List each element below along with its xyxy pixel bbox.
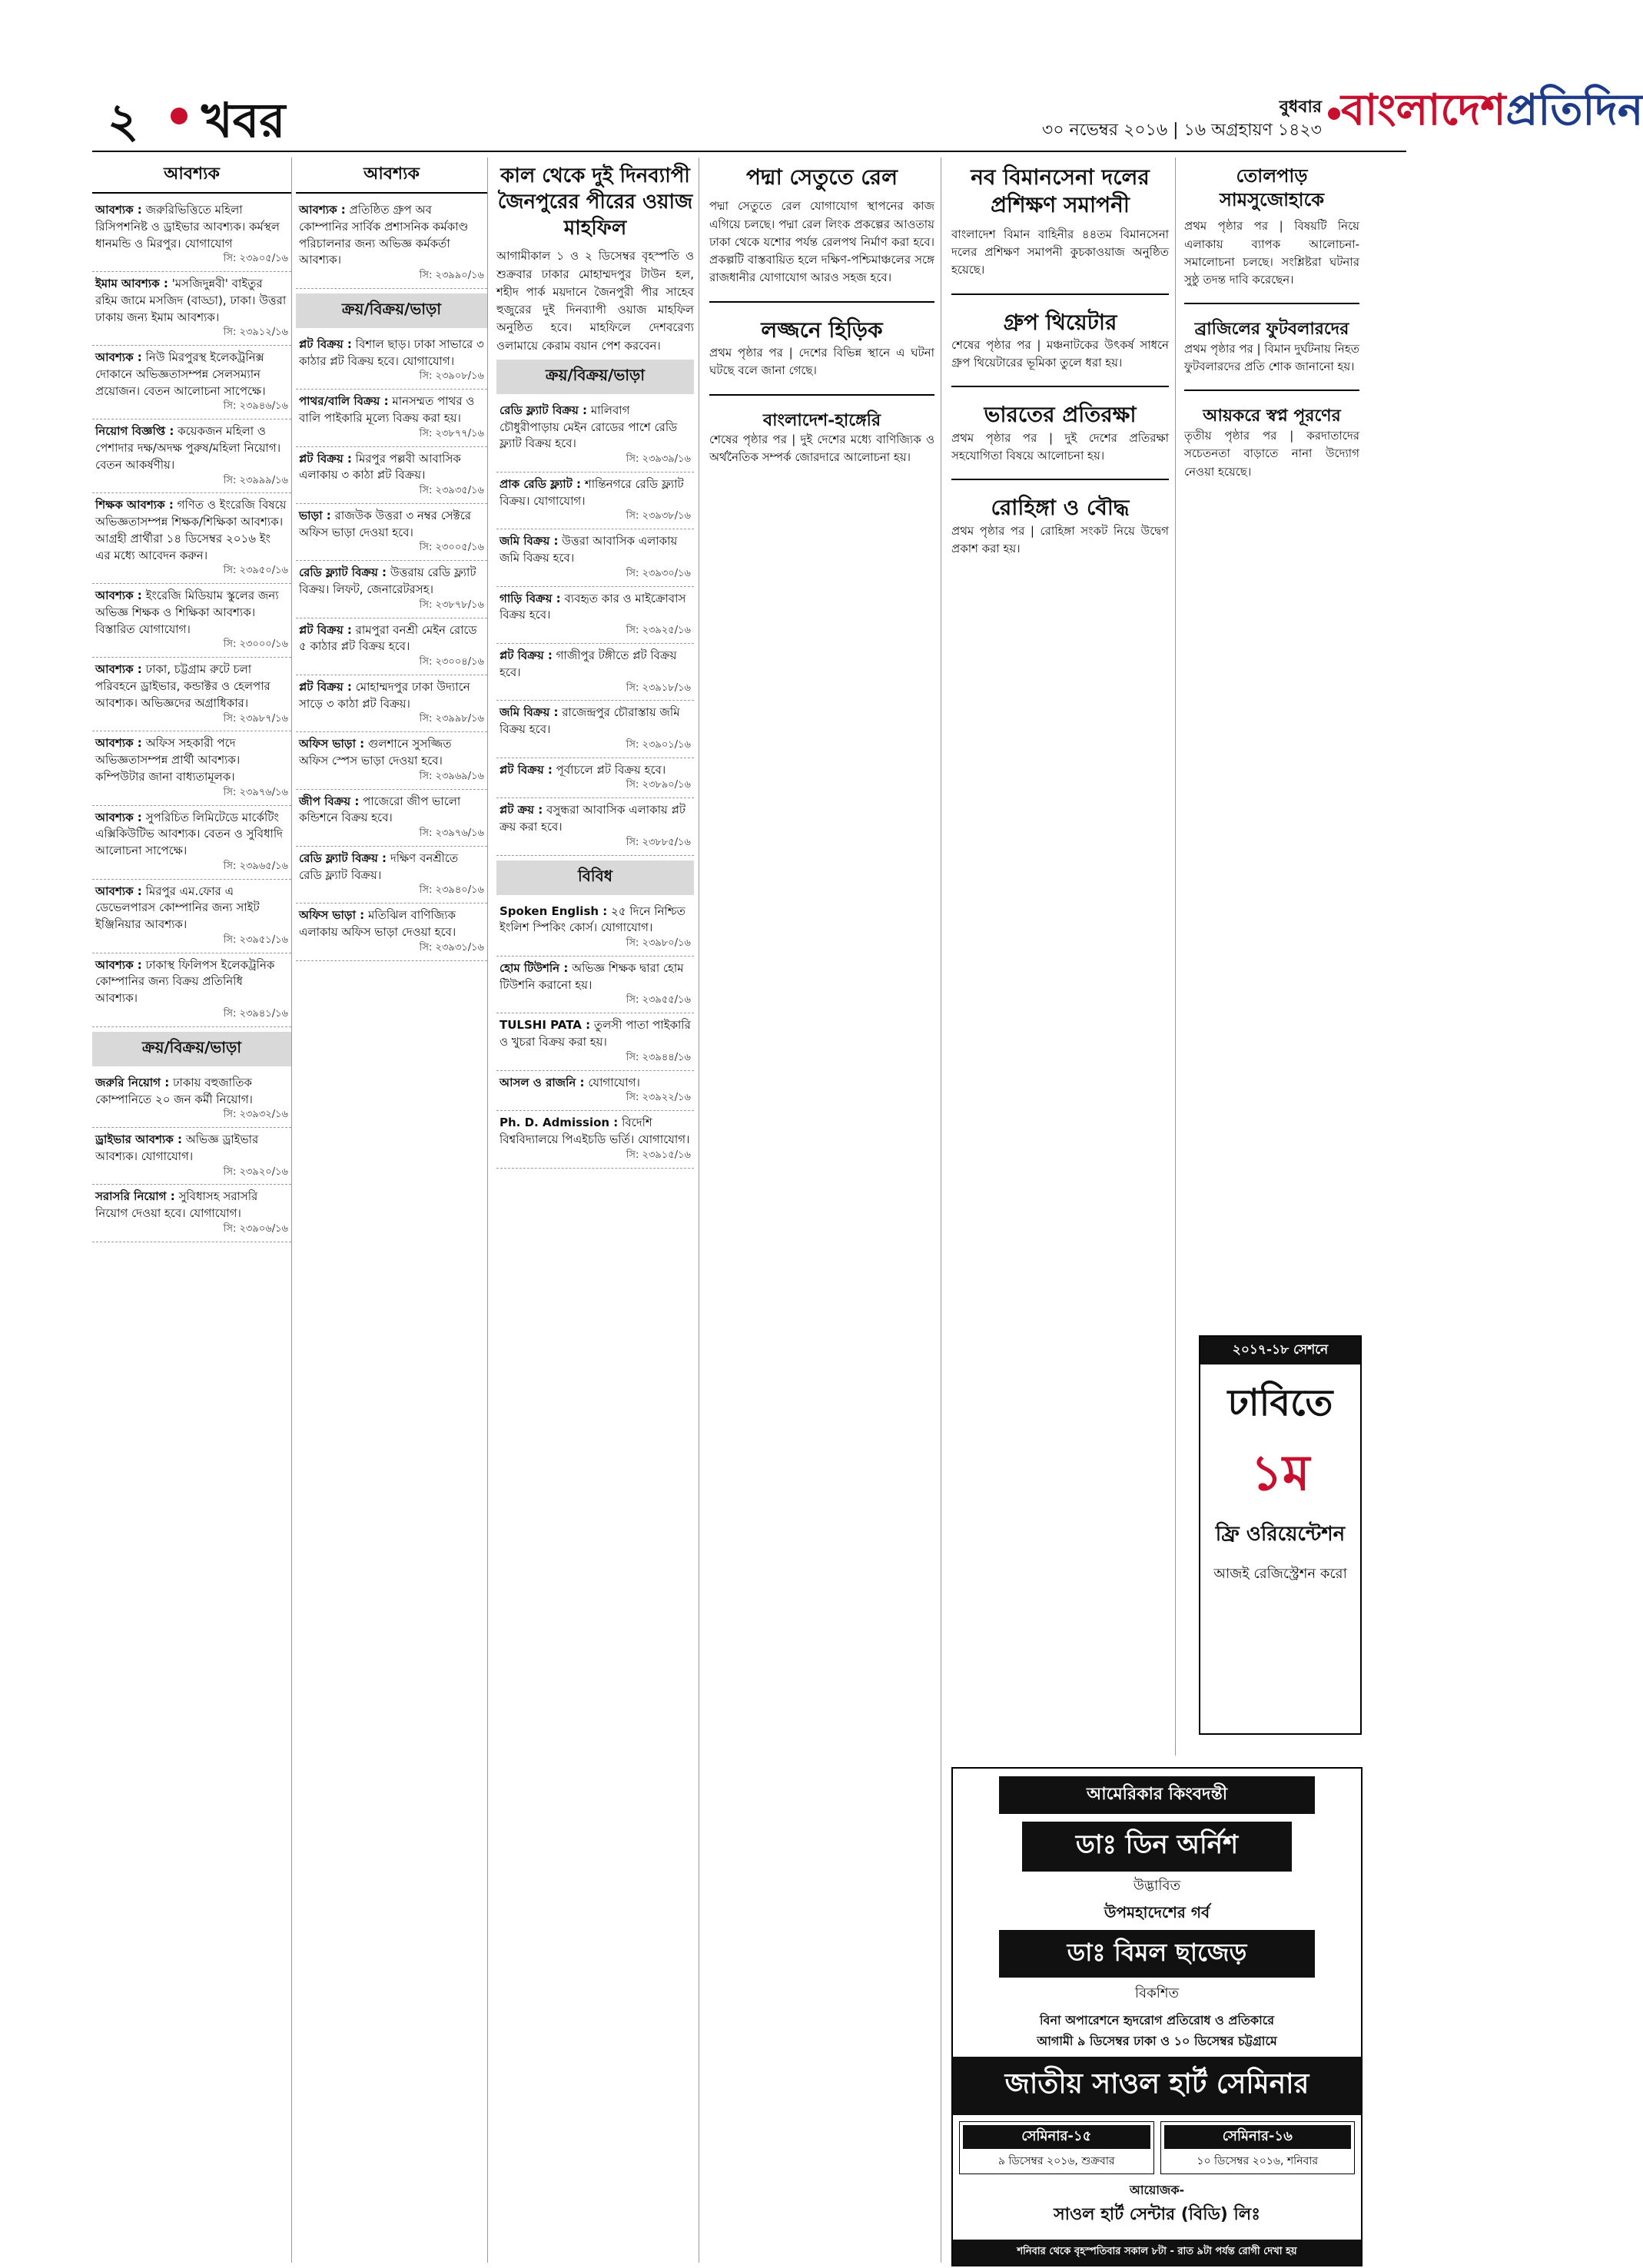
- ad-text: ইংরেজি মিডিয়াম স্কুলের জন্য অভিজ্ঞ শিক্ষক ও শিক্ষিকা আবশ্যক। বিস্তারিত যোগাযোগ।: [95, 589, 279, 636]
- ad-title: ড্রাইভার আবশ্যক :: [95, 1132, 182, 1147]
- ad-code: সি: ২৩৮৮৫/১৬: [626, 836, 691, 848]
- session-date: ১০ ডিসেম্বর ২০১৬, শনিবার: [1197, 2155, 1319, 2167]
- subsection-heading: ক্রয়/বিক্রয়/ভাড়া: [296, 293, 487, 328]
- page-number: ২: [108, 92, 139, 148]
- ad-list: [92, 198, 291, 1027]
- ad-text: মতিঝিল বাণিজ্যিক এলাকায় অফিস ভাড়া দেওয়া হবে।: [299, 908, 456, 940]
- ad-title: জরুরি নিয়োগ :: [95, 1075, 170, 1089]
- article-headline: কাল থেকে দুই দিনব্যাপী জৈনপুরের পীরের ওয়াজ মাহফিল: [497, 164, 693, 240]
- news-column-5: [945, 158, 1176, 1756]
- classified-ad: [496, 758, 694, 799]
- ad-text: মোহাম্মদপুর ঢাকা উদ্যানে সাড়ে ৩ কাঠা প্লট বিক্রয়।: [299, 679, 470, 711]
- organizer-label: আয়োজক-: [1129, 2183, 1185, 2197]
- divider: [951, 386, 1169, 387]
- divider: [709, 394, 934, 396]
- classified-ad: [496, 472, 694, 529]
- ad-code: সি: ২৩৯৩৯/১৬: [626, 453, 691, 466]
- subsection-heading: ক্রয়/বিক্রয়/ভাড়া: [92, 1032, 291, 1066]
- ad-text: প্রতিষ্ঠিত গ্রুপ অব কোম্পানির সার্বিক প্রশাসনিক কর্মকাণ্ড পরিচালনার জন্য অভিজ্ঞ কর্মকর্তা আবশ্যক।: [299, 203, 469, 267]
- classified-ad: [92, 806, 291, 880]
- organizer-name: সাওল হার্ট সেন্টার (বিডি) লিঃ: [1054, 2205, 1260, 2224]
- divider: [1184, 390, 1359, 391]
- divider: [951, 479, 1169, 480]
- article-body: শেষের পৃষ্ঠার পর | দুই দেশের মধ্যে বাণিজ্যিক ও অর্থনৈতিক সম্পর্ক জোরদারে আলোচনা হয়।: [709, 433, 934, 465]
- classified-ad: [296, 561, 487, 618]
- ad-title: প্রাক রেডি ফ্ল্যাট :: [500, 476, 582, 491]
- classified-ad: [296, 333, 487, 390]
- ad-line: বিকশিত: [1134, 1985, 1180, 2001]
- ad-footer: শনিবার থেকে বৃহস্পতিবার সকাল ৮টা - রাত ৯টা পর্যন্ত রোগী দেখা হয়: [953, 2240, 1361, 2265]
- ad-title: জমি বিক্রয় :: [500, 705, 559, 720]
- ad-text: নিউ মিরপুরস্থ ইলেকট্রনিক্স দোকানে অভিজ্ঞতাসম্পন্ন সেলসম্যান প্রয়োজন। বেতন আলোচনা সাপেক্ষে।: [95, 350, 266, 398]
- ad-title: আবশ্যক :: [95, 350, 142, 365]
- ad-text: রাজউক উত্তরা ৩ নম্বর সেক্টরে অফিস ভাড়া দেওয়া হবে।: [299, 508, 471, 539]
- classified-ad: [92, 1128, 291, 1185]
- article-headline: লজ্জনে হিড়িক: [761, 317, 883, 343]
- ad-title: প্লট ক্রয় :: [500, 803, 543, 817]
- ad-code: সি: ২৩০০৪/১৬: [419, 656, 484, 668]
- article-body: প্রথম পৃষ্ঠার পর | দুই দেশের প্রতিরক্ষা সহযোগিতা বিষয়ে আলোচনা হয়।: [951, 430, 1169, 463]
- article-body: আগামীকাল ১ ও ২ ডিসেম্বর বৃহস্পতি ও শুক্রবার ঢাকার মোহাম্মদপুর টাউন হল, শহীদ পার্ক ময়দানে জৈনপুরী পীর সাহেব হুজুরের দুই দিনব্যাপী ওয়াজ মাহফিল অনুষ্ঠিত হবে। মাহফিলে দেশবরেণ্য ওলামায়ে কেরাম বয়ান পেশ করবেন।: [496, 249, 694, 353]
- ad-text: 'মসজিদুন্নবী' বাইতুর রহিম জামে মসজিদ (বাড্ডা), ঢাকা। উত্তরা ঢাকায় জন্য ইমাম আবশ্যক।: [95, 277, 287, 324]
- ad-text: উত্তরায় রেডি ফ্ল্যাট বিক্রয়। লিফট, জেনারেটরসহ।: [299, 565, 476, 596]
- ad-code: সি: ২৩৯৬৫/১৬: [223, 860, 288, 872]
- ad-code: সি: ২৩৯৫০/১৬: [223, 565, 288, 577]
- ad-title: আবশ্যক :: [95, 662, 142, 677]
- section-title: খবর: [201, 92, 286, 148]
- ad-code: সি: ২৩৯০৫/১৬: [223, 253, 288, 265]
- ad-title: ইমাম আবশ্যক :: [95, 277, 168, 291]
- ad-text: সুবিধাসহ সরাসরি নিয়োগ দেওয়া হবে। যোগাযোগ।: [95, 1189, 258, 1221]
- ad-line: আগামী ৯ ডিসেম্বর ঢাকা ও ১০ ডিসেম্বর চট্টগ্রামে: [1037, 2034, 1277, 2048]
- ad-doctor-name: ডাঃ বিমল ছাজেড়: [999, 1930, 1315, 1978]
- ad-text: মানসম্মত পাথর ও বালি পাইকারি মূল্যে বিক্রয় করা হয়।: [299, 394, 475, 425]
- ad-text: কয়েকজন মহিলা ও পেশাদার দক্ষ/অদক্ষ পুরুষ/মহিলা নিয়োগ। বেতন আকর্ষণীয়।: [95, 424, 281, 472]
- ad-text: অভিজ্ঞ শিক্ষক দ্বারা হোম টিউশনি করানো হয়।: [500, 960, 684, 992]
- classified-ad: [296, 904, 487, 960]
- classified-ad: [496, 1111, 694, 1168]
- ad-code: সি: ২৩০০৫/১৬: [419, 542, 484, 554]
- ad-text: অফিস সহকারী পদে অভিজ্ঞতাসম্পন্ন প্রার্থী আবশ্যক। কম্পিউটার জানা বাধ্যতামূলক।: [95, 736, 241, 784]
- ad-title: হোম টিউশনি :: [500, 960, 569, 975]
- ad-text: গাজীপুর টঙ্গীতে প্লট বিক্রয় হবে।: [500, 648, 677, 679]
- news-column-4: [703, 158, 941, 2263]
- ad-title: অফিস ভাড়া :: [299, 737, 365, 751]
- classified-ad: [92, 953, 291, 1027]
- ad-list: [296, 333, 487, 961]
- classifieds-column-2: [296, 158, 488, 2263]
- classified-ad: [296, 618, 487, 675]
- classified-ad: [92, 1071, 291, 1128]
- ad-title: রেডি ফ্ল্যাট বিক্রয় :: [299, 565, 387, 580]
- ad-code: সি: ২৩৯৭৬/১৬: [223, 786, 288, 798]
- classified-ad: [496, 701, 694, 758]
- ad-list: [296, 198, 487, 289]
- ad-code: সি: ২৩৯৭৬/১৬: [419, 827, 484, 840]
- ad-code: সি: ২৩৯৮৭/১৬: [223, 712, 288, 724]
- classified-ad: [496, 900, 694, 957]
- ad-text: রামপুরা বনশ্রী মেইন রোডে ৫ কাঠার প্লট বিক্রয় হবে।: [299, 622, 477, 654]
- classified-ad: [296, 198, 487, 289]
- classified-ad: [496, 644, 694, 701]
- header-rule: [92, 151, 1406, 152]
- ad-text: জরুরিভিত্তিতে মহিলা রিসিপশনিষ্ট ও ড্রাইভার আবশ্যক। কর্মস্থল ধানমন্ডি ও মিরপুর। যোগাযোগ: [95, 203, 280, 250]
- ad-title: আবশ্যক :: [95, 957, 142, 972]
- classified-ad: [496, 798, 694, 855]
- ad-title: জমি বিক্রয় :: [500, 534, 559, 549]
- ad-title: আবশ্যক :: [95, 884, 142, 898]
- ad-line: উপমহাদেশের গর্ব: [1104, 1903, 1210, 1922]
- ad-title: নিয়োগ বিজ্ঞপ্তি :: [95, 424, 174, 439]
- ad-title: TULSHI PATA :: [500, 1018, 591, 1033]
- classified-ad: [92, 272, 291, 346]
- classified-ad: [296, 390, 487, 446]
- ad-code: সি: ২৩৯১৫/১৬: [626, 1149, 691, 1161]
- ad-text: রাজেন্দ্রপুর চৌরাস্তায় জমি বিক্রয় হবে।: [500, 705, 680, 737]
- ad-title: আবশ্যক :: [95, 736, 142, 751]
- divider: [951, 293, 1169, 295]
- article-headline: আয়করে স্বপ্ন পূরণের: [1203, 406, 1341, 426]
- ad-title: আবশ্যক :: [95, 589, 142, 603]
- ad-code: সি: ২৩৯৮০/১৬: [626, 937, 691, 950]
- classified-ad: [92, 584, 291, 658]
- article-body: তৃতীয় পৃষ্ঠার পর | করদাতাদের সচেতনতা বাড়াতে নানা উদ্যোগ নেওয়া হয়েছে।: [1184, 429, 1359, 479]
- ad-code: সি: ২৩৯৩০/১৬: [626, 567, 691, 579]
- ad-title: প্লট বিক্রয় :: [299, 337, 352, 351]
- bullet-dot-icon: [171, 108, 188, 124]
- subsection-heading: বিবিধ: [496, 860, 694, 895]
- news-column-3: [492, 158, 699, 2263]
- article-body: বাংলাদেশ বিমান বাহিনীর ৪৪তম বিমানসেনা দলের প্রশিক্ষণ সমাপনী কুচকাওয়াজ অনুষ্ঠিত হয়েছে।: [951, 227, 1169, 277]
- classified-ad: [296, 504, 487, 561]
- brand-part2: প্রতিদিন: [1505, 85, 1643, 135]
- article-headline: রোহিঙ্গা ও বৌদ্ধ: [991, 495, 1130, 521]
- ad-rank: ১ম: [1250, 1444, 1310, 1502]
- session-title: সেমিনার-১৫: [963, 2125, 1150, 2149]
- ad-title: প্লট বিক্রয় :: [299, 679, 352, 694]
- classified-ad: [92, 198, 291, 272]
- ad-code: সি: ২৩৯৩১/১৬: [419, 941, 484, 953]
- article-headline: ভারতের প্রতিরক্ষা: [984, 402, 1137, 428]
- article-headline: বাংলাদেশ-হাঙ্গেরি: [762, 410, 881, 430]
- ad-text: ২৫ দিনে নিশ্চিত ইংলিশ স্পিকিং কোর্স। যোগাযোগ।: [500, 904, 685, 935]
- classified-ad: [92, 880, 291, 953]
- classified-ad: [296, 847, 487, 904]
- seminar-session: [1160, 2121, 1356, 2174]
- ad-text: মিরপুর পল্লবী আবাসিক এলাকায় ৩ কাঠা প্লট বিক্রয়।: [299, 451, 461, 482]
- ad-title: Ph. D. Admission :: [500, 1116, 619, 1130]
- ad-text: শান্তিনগরে রেডি ফ্ল্যাট বিক্রয়। যোগাযোগ।: [500, 476, 684, 508]
- divider: [1184, 303, 1359, 304]
- ad-session-label: ২০১৭-১৮ সেশনে: [1200, 1337, 1360, 1364]
- classified-ad: [496, 1071, 694, 1112]
- ad-text: বিদেশি বিশ্ববিদ্যালয়ে পিএইচডি ভর্তি। যোগাযোগ।: [500, 1116, 690, 1147]
- ad-subtitle: আজই রেজিস্ট্রেশন করো: [1213, 1566, 1347, 1582]
- ad-code: সি: ২৩৯৫১/১৬: [223, 933, 288, 946]
- ad-doctor-name: ডাঃ ডিন অর্নিশ: [1022, 1822, 1292, 1872]
- ad-code: সি: ২৩৯৪৪/১৬: [626, 1051, 691, 1063]
- ad-title: রেডি ফ্ল্যাট বিক্রয় :: [500, 403, 588, 417]
- ad-event: ফ্রি ওরিয়েন্টেশন: [1215, 1523, 1346, 1546]
- ad-text: বসুন্ধরা আবাসিক এলাকায় প্লট ক্রয় করা হবে।: [500, 803, 685, 834]
- classified-ad: [496, 587, 694, 644]
- classified-ad: [496, 957, 694, 1013]
- brand-dot-icon: [1328, 108, 1340, 120]
- column-heading: আবশ্যক: [296, 158, 487, 194]
- ad-text: মিরপুর এম.ফোর এ ডেভেলপারস কোম্পানির জন্য সাইট ইঞ্জিনিয়ার আবশ্যক।: [95, 884, 260, 932]
- classified-ad: [296, 790, 487, 847]
- classified-ad: [496, 529, 694, 586]
- brand-part1: বাংলাদেশ: [1341, 85, 1506, 135]
- classified-ad: [92, 419, 291, 493]
- ad-title: পাথর/বালি বিক্রয় :: [299, 394, 389, 409]
- ad-text: অভিজ্ঞ ড্রাইভার আবশ্যক। যোগাযোগ।: [95, 1132, 259, 1163]
- ad-list: [496, 900, 694, 1169]
- article-headline: ব্রাজিলের ফুটবলারদের: [1194, 319, 1349, 340]
- ad-code: সি: ২৩৯৩৮/১৬: [626, 510, 691, 522]
- header-day: বুধবার: [1279, 98, 1322, 117]
- ad-text: যোগাযোগ।: [588, 1075, 640, 1089]
- ad-text: ঢাকা, চট্টগ্রাম রুটে চলা পরিবহনে ড্রাইভার, কন্ডাক্টর ও হেলপার আবশ্যক। অভিজ্ঞদের অগ্রাধিকার।: [95, 662, 271, 710]
- news-column-6: [1180, 158, 1364, 1325]
- ad-title: Spoken English :: [500, 904, 608, 918]
- article-headline: গ্রুপ থিয়েটার: [1003, 309, 1117, 335]
- article-headline: তোলপাড় সামসুজোহাকে: [1219, 164, 1325, 211]
- ad-line: আমেরিকার কিংবদন্তী: [999, 1776, 1315, 1814]
- ad-code: সি: ২৩৮৭৭/১৬: [419, 427, 484, 439]
- ad-list: [496, 399, 694, 856]
- ad-list: [92, 1071, 291, 1242]
- session-date: ৯ ডিসেম্বর ২০১৬, শুক্রবার: [997, 2155, 1115, 2167]
- ad-code: সি: ২৩৯৪০/১৬: [419, 884, 484, 897]
- seminar-title: জাতীয় সাওল হার্ট সেমিনার: [953, 2057, 1361, 2115]
- header-date: ৩০ নভেম্বর ২০১৬ | ১৬ অগ্রহায়ণ ১৪২৩: [1041, 121, 1322, 140]
- classified-ad: [496, 399, 694, 472]
- ad-code: সি: ২৩৯৪৬/১৬: [223, 400, 288, 413]
- ad-code: সি: ২৩৮৭৮/১৬: [419, 598, 484, 611]
- ad-title: রেডি ফ্ল্যাট বিক্রয় :: [299, 850, 387, 865]
- masthead-logo: [1341, 77, 1643, 149]
- ad-code: সি: ২৩৯২০/১৬: [223, 1166, 288, 1178]
- ad-title: গাড়ি বিক্রয় :: [500, 591, 561, 605]
- ad-code: সি: ২৩৯৯৯/১৬: [223, 474, 288, 486]
- ad-text: উত্তরা আবাসিক এলাকায় জমি বিক্রয় হবে।: [500, 534, 678, 565]
- ad-text: ঢাকাস্থ ফিলিপস ইলেকট্রনিক কোম্পানির জন্য বিক্রয় প্রতিনিধি আবশ্যক।: [95, 957, 275, 1006]
- article-body: প্রথম পৃষ্ঠার পর | বিষয়টি নিয়ে এলাকায় ব্যাপক আলোচনা-সমালোচনা চলছে। সংশ্লিষ্টরা ঘটনার সুষ্ঠু তদন্ত দাবি করেছেন।: [1184, 219, 1359, 287]
- ad-text: তুলসী পাতা পাইকারি ও খুচরা বিক্রয় করা হয়।: [500, 1018, 691, 1049]
- classified-ad: [92, 658, 291, 731]
- ad-title: আবশ্যক :: [299, 203, 346, 217]
- ad-code: সি: ২৩৯৪১/১৬: [223, 1007, 288, 1020]
- orientation-advertisement[interactable]: [1199, 1335, 1362, 1735]
- classified-ad: [92, 731, 291, 805]
- ad-code: সি: ২৩৯৫৫/১৬: [626, 994, 691, 1006]
- ad-text: গুলশানে সুসজ্জিত অফিস স্পেস ভাড়া দেওয়া হবে।: [299, 737, 452, 768]
- ad-title: অফিস ভাড়া :: [299, 908, 365, 923]
- ad-code: সি: ২৩৯০১/১৬: [626, 738, 691, 751]
- ad-code: সি: ২৩৯২২/১৬: [626, 1092, 691, 1104]
- ad-code: সি: ২৩৯০৮/১৬: [419, 370, 484, 383]
- ad-text: দক্ষিণ বনশ্রীতে রেডি ফ্ল্যাট বিক্রয়।: [299, 850, 459, 882]
- classified-ad: [296, 675, 487, 732]
- classified-ad: [92, 346, 291, 419]
- ad-title: আবশ্যক :: [95, 203, 142, 217]
- ad-code: সি: ২৩০০০/১৬: [223, 638, 288, 651]
- ad-code: সি: ২৩৮৯০/১৬: [626, 779, 691, 791]
- ad-title: ভাড়া :: [299, 508, 331, 522]
- ad-title: শিক্ষক আবশ্যক :: [95, 498, 174, 512]
- subsection-heading: ক্রয়/বিক্রয়/ভাড়া: [496, 360, 694, 394]
- article-body: শেষের পৃষ্ঠার পর | মঞ্চনাটকের উৎকর্ষ সাধনে গ্রুপ থিয়েটারের ভূমিকা তুলে ধরা হয়।: [951, 337, 1169, 370]
- ad-code: সি: ২৩৯১২/১৬: [223, 327, 288, 339]
- seminar-sessions: [959, 2121, 1355, 2174]
- divider: [709, 301, 934, 303]
- column-heading: আবশ্যক: [92, 158, 291, 194]
- ad-title: প্লট বিক্রয় :: [299, 622, 352, 637]
- ad-text: মালিবাগ চৌধুরীপাড়ায় মেইন রোডের পাশে রেডি ফ্ল্যাট বিক্রয় হবে।: [500, 403, 678, 451]
- article-headline: পদ্মা সেতুতে রেল: [746, 164, 898, 190]
- ad-title: জীপ বিক্রয় :: [299, 794, 360, 808]
- ad-line: বিনা অপারেশনে হৃদরোগ প্রতিরোধ ও প্রতিকারে: [1039, 2013, 1274, 2028]
- session-title: সেমিনার-১৬: [1164, 2125, 1352, 2149]
- article-headline: নব বিমানসেনা দলের প্রশিক্ষণ সমাপনী: [971, 164, 1150, 218]
- ad-title: আবশ্যক :: [95, 810, 142, 824]
- ad-text: পূর্বাচলে প্লট বিক্রয় হবে।: [556, 762, 666, 777]
- ad-text: পাজেরো জীপ ভালো কন্ডিশনে বিক্রয় হবে।: [299, 794, 461, 825]
- ad-title: প্লট বিক্রয় :: [500, 648, 553, 663]
- classified-ad: [296, 447, 487, 504]
- article-body: প্রথম পৃষ্ঠার পর | বিমান দুর্ঘটনায় নিহত ফুটবলারদের প্রতি শোক জানানো হয়।: [1184, 341, 1359, 374]
- classified-ad: [496, 1013, 694, 1070]
- ad-title: প্লট বিক্রয় :: [500, 762, 553, 777]
- ad-title: সরাসরি নিয়োগ :: [95, 1189, 175, 1204]
- ad-text: সুপরিচিত লিমিটেডে মার্কেটিং এক্সিকিউটিভ আবশ্যক। বেতন ও সুবিধাদি আলোচনা সাপেক্ষে।: [95, 810, 283, 857]
- ad-code: সি: ২৩৯৩২/১৬: [223, 1109, 288, 1121]
- article-body: প্রথম পৃষ্ঠার পর | দেশের বিভিন্ন স্থানে এ ঘটনা ঘটছে বলে জানা গেছে।: [709, 346, 934, 378]
- ad-text: বিশাল ছাড়। ঢাকা সাভারে ৩ কাঠার প্লট বিক্রয় হবে। যোগাযোগ।: [299, 337, 484, 368]
- classified-ad: [92, 1185, 291, 1242]
- classified-ad: [296, 732, 487, 789]
- ad-text: ঢাকায় বহুজাতিক কোম্পানিতে ২০ জন কর্মী নিয়োগ।: [95, 1075, 253, 1106]
- ad-line: উদ্ভাবিত: [1133, 1878, 1181, 1894]
- ad-code: সি: ২৩৯৯০/১৬: [419, 270, 484, 281]
- article-body: প্রথম পৃষ্ঠার পর | রোহিঙ্গা সংকট নিয়ে উদ্বেগ প্রকাশ করা হয়।: [951, 523, 1169, 555]
- heart-seminar-advertisement[interactable]: [951, 1767, 1363, 2266]
- ad-text: গণিত ও ইংরেজি বিষয়ে অভিজ্ঞতাসম্পন্ন শিক্ষক/শিক্ষিকা আবশ্যক। আগ্রহী প্রার্থীরা ১৪ ডিসেম্বর ২০১৬ ইং এর মধ্যে আবেদন করুন।: [95, 498, 287, 562]
- ad-code: সি: ২৩৯৯৮/১৬: [419, 713, 484, 725]
- seminar-session: [959, 2121, 1154, 2174]
- classifieds-column-1: [92, 158, 292, 2263]
- ad-title: আসল ও রাজনি :: [500, 1075, 585, 1089]
- classified-ad: [92, 493, 291, 584]
- ad-code: সি: ২৩৯৬৯/১৬: [419, 770, 484, 782]
- ad-code: সি: ২৩৯৩৫/১৬: [419, 485, 484, 497]
- article-body: পদ্মা সেতুতে রেল যোগাযোগ স্থাপনের কাজ এগিয়ে চলছে। পদ্মা রেল লিংক প্রকল্পের আওতায় ঢাকা থেকে যশোর পর্যন্ত রেলপথ নির্মাণ করা হবে। প্রকল্পটি বাস্তবায়িত হলে দক্ষিণ-পশ্চিমাঞ্চলের সঙ্গে রাজধানীর যোগাযোগ আরও সহজ হবে।: [709, 199, 934, 285]
- ad-title: প্লট বিক্রয় :: [299, 451, 352, 466]
- ad-city: ঢাবিতে: [1227, 1381, 1333, 1424]
- ad-code: সি: ২৩৯২৫/১৬: [626, 625, 691, 637]
- ad-code: সি: ২৩৯১৮/১৬: [626, 681, 691, 694]
- ad-code: সি: ২৩৯০৬/১৬: [223, 1222, 288, 1235]
- ad-text: ব্যবহৃত কার ও মাইক্রোবাস বিক্রয় হবে।: [500, 591, 686, 622]
